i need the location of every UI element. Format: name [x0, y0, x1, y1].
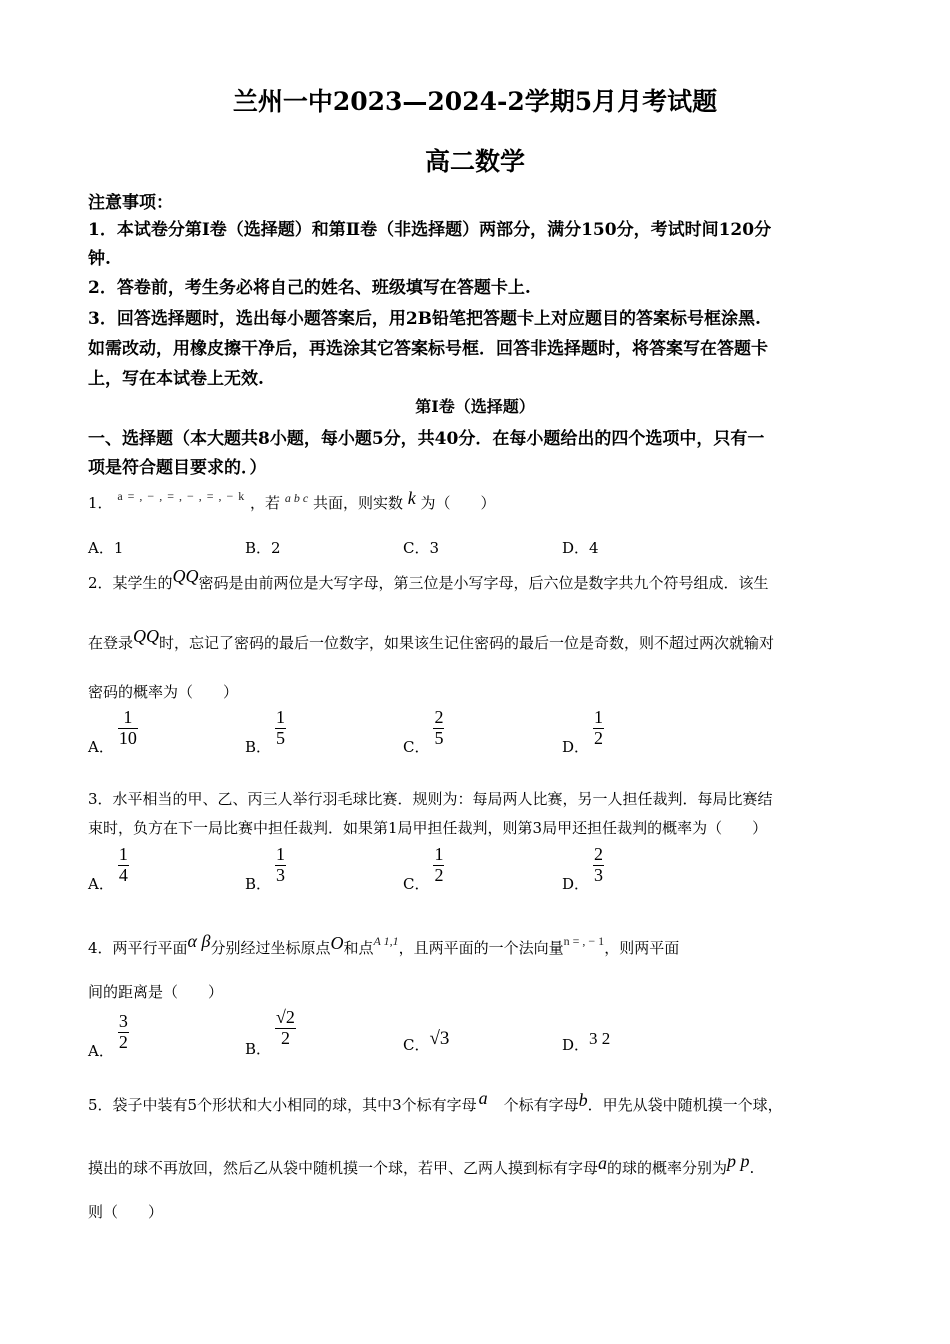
part-1-heading: 第Ⅰ卷（选择题）	[415, 397, 535, 416]
q5-letter-a: a	[478, 1088, 488, 1108]
q3-option-b-label: B．	[245, 875, 272, 894]
q3-option-c	[403, 844, 444, 894]
q2-option-d-fraction	[593, 708, 604, 749]
q4-text-a: 4．两平行平面	[88, 939, 188, 957]
q5-text-b: 个标有字母	[503, 1096, 579, 1114]
q3-option-a-fraction	[118, 845, 129, 886]
q3-option-d	[562, 844, 604, 894]
q1-option-c: C．3	[403, 539, 440, 557]
q5-letter-a-2: a	[598, 1153, 608, 1173]
q4-b-den: 2	[280, 1027, 290, 1048]
q2-option-c-fraction	[433, 708, 444, 749]
question-2-line-3: 密码的概率为（ ）	[88, 683, 239, 701]
q2-option-c-label: C．	[403, 738, 430, 757]
q2-c-num: 2	[434, 707, 444, 727]
q2-c-den: 5	[434, 727, 444, 748]
q2-text-b: 密码是由前两位是大写字母，第三位是小写字母，后六位是数字共九个符号组成．该生	[198, 574, 769, 592]
q2-a-den: 10	[118, 727, 137, 748]
question-1-vars: a b c	[284, 491, 309, 505]
q4-b-num: √2	[276, 1007, 295, 1027]
question-1-k: k	[407, 488, 416, 508]
q3-option-c-fraction	[433, 845, 444, 886]
q2-d-num: 1	[594, 707, 604, 727]
q4-point-a: A 1,1	[373, 934, 399, 948]
q4-option-b-label: B．	[245, 1040, 272, 1059]
q3-option-b-fraction	[275, 845, 286, 886]
q4-text-c: 和点	[343, 939, 374, 957]
q3-option-a-label: A．	[88, 875, 114, 894]
q4-text-e: ，则两平面	[604, 939, 680, 957]
q5-probabilities: p p	[727, 1151, 750, 1171]
q2-option-b	[245, 707, 286, 757]
q4-option-c-label: C．	[403, 1036, 430, 1054]
q4-a-num: 3	[118, 1011, 128, 1031]
q2-qq-1: QQ	[172, 566, 199, 586]
exam-title: 兰州一中2023—2024-2学期5月月考试题	[232, 87, 718, 116]
q2-option-b-label: B．	[245, 738, 272, 757]
notes-heading: 注意事项：	[88, 193, 173, 213]
q3-a-den: 4	[118, 864, 128, 885]
question-5-line-3: 则（ ）	[88, 1203, 164, 1221]
q5-text-a: 5．袋子中装有5个形状和大小相同的球，其中3个标有字母	[88, 1096, 477, 1114]
q4-option-a-fraction	[118, 1012, 129, 1053]
q2-d-den: 2	[594, 727, 604, 748]
q3-option-b	[245, 844, 286, 894]
section-1-line-1: 一、选择题（本大题共8小题，每小题5分，共40分．在每小题给出的四个选项中，只有一	[88, 429, 765, 449]
q1-option-a: A．1	[88, 539, 124, 557]
question-1-formula: a = , − , = , − , = , − k	[117, 489, 246, 503]
question-1	[88, 488, 496, 513]
q4-a-den: 2	[118, 1031, 128, 1052]
q4-text-b: 分别经过坐标原点	[210, 939, 331, 957]
q2-option-d	[562, 707, 604, 757]
q4-option-d-label: D．	[562, 1036, 590, 1054]
question-3-line-1: 3．水平相当的甲、乙、丙三人举行羽毛球比赛．规则为：每局两人比赛，另一人担任裁判．每局比赛结	[88, 790, 773, 808]
question-2-line-2	[88, 626, 775, 653]
q4-option-b	[245, 1007, 296, 1059]
question-1-number: 1．	[88, 494, 113, 512]
q5-text-d: 摸出的球不再放回，然后乙从袋中随机摸一个球，若甲、乙两人摸到标有字母	[88, 1159, 599, 1177]
q3-c-den: 2	[434, 864, 444, 885]
exam-subtitle: 高二数学	[424, 147, 525, 176]
note-3-line-3: 上，写在本试卷上无效.	[88, 369, 264, 389]
q4-option-b-fraction	[275, 1008, 296, 1049]
q2-text-a: 2．某学生的	[88, 574, 173, 592]
q3-b-num: 1	[276, 844, 286, 864]
q3-option-c-label: C．	[403, 875, 430, 894]
q2-option-a-label: A．	[88, 738, 114, 757]
q2-option-a	[88, 707, 138, 757]
question-2-line-1	[88, 566, 769, 593]
q4-option-c-value: √3	[429, 1028, 450, 1049]
q2-option-d-label: D．	[562, 738, 590, 757]
q3-d-den: 3	[594, 864, 604, 885]
q3-b-den: 3	[276, 864, 286, 885]
q2-b-den: 5	[276, 727, 286, 748]
q3-option-a	[88, 844, 129, 894]
q4-option-d-value: 3 2	[589, 1029, 611, 1048]
q3-option-d-label: D．	[562, 875, 590, 894]
q1-option-b: B．2	[245, 539, 281, 557]
section-1-line-2: 项是符合题目要求的．）	[88, 458, 267, 478]
q2-option-a-fraction	[118, 708, 138, 749]
q2-b-num: 1	[276, 707, 286, 727]
q5-letter-b: b	[578, 1090, 588, 1110]
q4-option-d	[562, 1029, 611, 1055]
q4-alpha-beta: α β	[187, 931, 211, 951]
q2-option-b-fraction	[275, 708, 286, 749]
q2-text-d: 时，忘记了密码的最后一位数字，如果该生记住密码的最后一位是奇数，则不超过两次就输对	[159, 634, 775, 652]
q2-a-num: 1	[118, 708, 138, 729]
question-3-line-2: 束时，负方在下一局比赛中担任裁判．如果第1局甲担任裁判，则第3局甲还担任裁判的概率为（ ）	[88, 819, 768, 837]
note-1-line-1: 1．本试卷分第Ⅰ卷（选择题）和第Ⅱ卷（非选择题）两部分，满分150分，考试时间120分	[88, 220, 772, 240]
q4-origin: O	[330, 933, 344, 953]
q2-text-c: 在登录	[88, 634, 134, 652]
note-3-line-2: 如需改动，用橡皮擦干净后，再选涂其它答案标号框．回答非选择题时，将答案写在答题卡	[88, 339, 768, 359]
question-5-line-2	[88, 1151, 755, 1178]
question-1-text-b: 共面，则实数	[312, 494, 403, 512]
q4-normal-vector: n = , − 1	[563, 934, 605, 948]
q3-c-num: 1	[434, 844, 444, 864]
question-1-text-c: 为（ ）	[420, 494, 496, 512]
q5-text-c: ．甲先从袋中随机摸一个球，	[587, 1096, 783, 1114]
q4-option-c	[403, 1028, 450, 1056]
q4-option-a	[88, 1011, 129, 1061]
question-4-line-2: 间的距离是（ ）	[88, 983, 224, 1001]
q2-option-c	[403, 707, 444, 757]
note-2: 2．答卷前，考生务必将自己的姓名、班级填写在答题卡上.	[88, 278, 531, 298]
q4-option-a-label: A．	[88, 1042, 114, 1061]
question-4-line-1	[88, 931, 680, 958]
q2-qq-2: QQ	[133, 626, 160, 646]
question-1-text-a: ，若	[250, 494, 281, 512]
note-1-line-2: 钟.	[88, 249, 111, 269]
q5-text-e: 的球的概率分别为	[607, 1159, 728, 1177]
q3-a-num: 1	[118, 844, 128, 864]
q3-d-num: 2	[594, 844, 604, 864]
q5-text-f: .	[749, 1159, 755, 1177]
note-3-line-1: 3．回答选择题时，选出每小题答案后，用2B铅笔把答题卡上对应题目的答案标号框涂黑.	[88, 309, 761, 329]
q4-text-d: ，且两平面的一个法向量	[398, 939, 564, 957]
question-5-line-1	[88, 1088, 783, 1115]
q1-option-d: D．4	[562, 539, 599, 557]
q3-option-d-fraction	[593, 845, 604, 886]
